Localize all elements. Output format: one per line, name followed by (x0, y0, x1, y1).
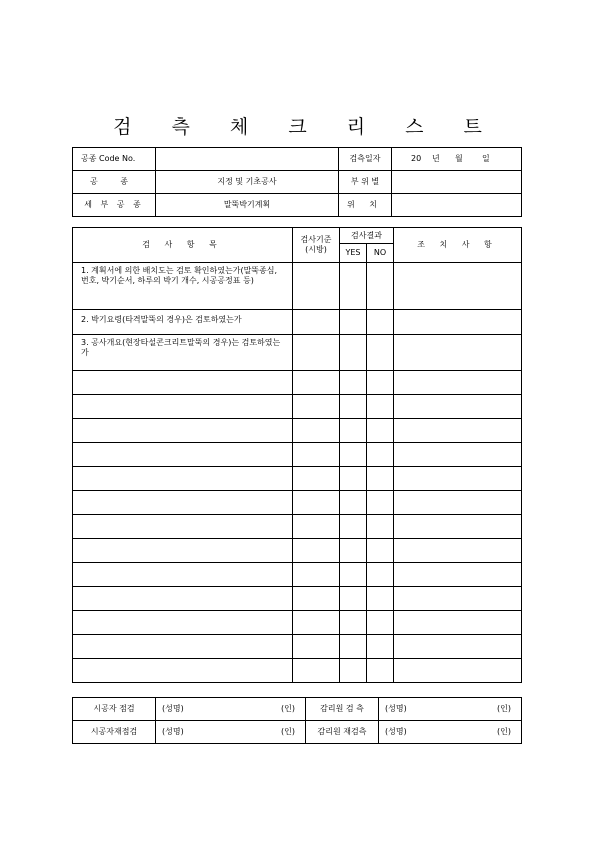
action-cell[interactable] (394, 443, 522, 467)
standard-cell[interactable] (293, 263, 340, 310)
empty-row (73, 419, 522, 443)
item-cell[interactable] (73, 419, 293, 443)
checklist-item-1: 1. 계획서에 의한 배치도는 검토 확인하였는가(말뚝종심, 번호, 박기순서, 하루의 박기 개수, 시공공정표 등) (73, 263, 293, 310)
no-cell[interactable] (367, 335, 394, 371)
yes-cell[interactable] (340, 563, 367, 587)
no-cell[interactable] (367, 395, 394, 419)
header-action: 조 치 사 항 (394, 228, 522, 263)
yes-cell[interactable] (340, 371, 367, 395)
yes-cell[interactable] (340, 539, 367, 563)
contractor-recheck-label: 시공자재점검 (73, 721, 156, 744)
work-type-value[interactable]: 지정 및 기초공사 (156, 171, 339, 194)
no-cell[interactable] (367, 467, 394, 491)
signature-table (72, 697, 522, 744)
location-value[interactable] (392, 194, 522, 217)
empty-row (73, 371, 522, 395)
yes-cell[interactable] (340, 659, 367, 683)
yes-cell[interactable] (340, 467, 367, 491)
item-cell[interactable] (73, 539, 293, 563)
empty-row (73, 467, 522, 491)
action-cell[interactable] (394, 371, 522, 395)
item-cell[interactable] (73, 491, 293, 515)
no-cell[interactable] (367, 587, 394, 611)
standard-cell[interactable] (293, 310, 340, 335)
standard-cell[interactable] (293, 539, 340, 563)
supervisor-reinspect-label: 감리원 재검측 (306, 721, 379, 744)
action-cell[interactable] (394, 419, 522, 443)
date-year: 년 (432, 154, 440, 163)
no-cell[interactable] (367, 443, 394, 467)
action-cell[interactable] (394, 563, 522, 587)
standard-cell[interactable] (293, 659, 340, 683)
yes-cell[interactable] (340, 443, 367, 467)
empty-row (73, 539, 522, 563)
header-standard-line1: 검사기준 (300, 235, 332, 244)
empty-row (73, 443, 522, 467)
location-label: 위 치 (339, 194, 392, 217)
standard-cell[interactable] (293, 515, 340, 539)
yes-cell[interactable] (340, 611, 367, 635)
detail-label: 세 부 공 종 (73, 194, 156, 217)
action-cell[interactable] (394, 539, 522, 563)
no-cell[interactable] (367, 491, 394, 515)
supervisor-reinspect-name: (성명) (385, 727, 407, 736)
item-cell[interactable] (73, 563, 293, 587)
supervisor-inspect-signature[interactable] (379, 698, 522, 721)
detail-value[interactable]: 말뚝박기계획 (156, 194, 339, 217)
empty-row (73, 395, 522, 419)
standard-cell[interactable] (293, 587, 340, 611)
no-cell[interactable] (367, 635, 394, 659)
yes-cell[interactable] (340, 335, 367, 371)
supervisor-reinspect-seal: (인) (497, 727, 511, 736)
contractor-recheck-signature[interactable] (156, 721, 306, 744)
empty-row (73, 659, 522, 683)
standard-cell[interactable] (293, 371, 340, 395)
action-cell[interactable] (394, 335, 522, 371)
empty-row (73, 563, 522, 587)
standard-cell[interactable] (293, 563, 340, 587)
header-no: NO (367, 244, 394, 263)
date-prefix: 20 (411, 154, 422, 163)
yes-cell[interactable] (340, 515, 367, 539)
action-cell[interactable] (394, 467, 522, 491)
supervisor-inspect-seal: (인) (497, 704, 511, 713)
action-cell[interactable] (394, 491, 522, 515)
header-result: 검사결과 (340, 228, 394, 244)
item-cell[interactable] (73, 587, 293, 611)
empty-row (73, 611, 522, 635)
action-cell[interactable] (394, 310, 522, 335)
header-standard (293, 228, 340, 263)
contractor-check-seal: (인) (281, 704, 295, 713)
yes-cell[interactable] (340, 395, 367, 419)
standard-cell[interactable] (293, 491, 340, 515)
code-value[interactable] (156, 148, 339, 171)
checklist-table (72, 227, 522, 683)
no-cell[interactable] (367, 659, 394, 683)
action-cell[interactable] (394, 635, 522, 659)
item-cell[interactable] (73, 515, 293, 539)
action-cell[interactable] (394, 263, 522, 310)
standard-cell[interactable] (293, 335, 340, 371)
contractor-check-signature[interactable] (156, 698, 306, 721)
inspect-date-label: 검측일자 (339, 148, 392, 171)
no-cell[interactable] (367, 263, 394, 310)
empty-row (73, 635, 522, 659)
code-label: 공종 Code No. (73, 148, 156, 171)
yes-cell[interactable] (340, 419, 367, 443)
standard-cell[interactable] (293, 419, 340, 443)
item-cell[interactable] (73, 395, 293, 419)
yes-cell[interactable] (340, 587, 367, 611)
checklist-item-3: 3. 공사개요(현장타설콘크리트말뚝의 경우)는 검토하였는가 (73, 335, 293, 371)
no-cell[interactable] (367, 611, 394, 635)
yes-cell[interactable] (340, 635, 367, 659)
contractor-recheck-name: (성명) (162, 727, 184, 736)
no-cell[interactable] (367, 371, 394, 395)
date-day: 일 (482, 154, 490, 163)
contractor-check-name: (성명) (162, 704, 184, 713)
action-cell[interactable] (394, 659, 522, 683)
standard-cell[interactable] (293, 467, 340, 491)
info-table (72, 147, 522, 217)
no-cell[interactable] (367, 515, 394, 539)
standard-cell[interactable] (293, 635, 340, 659)
item-cell[interactable] (73, 659, 293, 683)
yes-cell[interactable] (340, 491, 367, 515)
no-cell[interactable] (367, 539, 394, 563)
empty-row (73, 491, 522, 515)
supervisor-reinspect-signature[interactable] (379, 721, 522, 744)
contractor-recheck-seal: (인) (281, 727, 295, 736)
empty-row (73, 515, 522, 539)
action-cell[interactable] (394, 587, 522, 611)
inspect-date-value[interactable] (392, 148, 522, 171)
date-month: 월 (455, 154, 463, 163)
standard-cell[interactable] (293, 443, 340, 467)
item-cell[interactable] (73, 467, 293, 491)
yes-cell[interactable] (340, 310, 367, 335)
item-cell[interactable] (73, 371, 293, 395)
no-cell[interactable] (367, 563, 394, 587)
header-standard-line2: (시방) (305, 245, 327, 254)
no-cell[interactable] (367, 419, 394, 443)
contractor-check-label: 시공자 점검 (73, 698, 156, 721)
work-type-label: 공 종 (73, 171, 156, 194)
no-cell[interactable] (367, 310, 394, 335)
empty-row (73, 587, 522, 611)
page-title: 검 측 체 크 리 스 트 (113, 116, 499, 138)
part-label: 부 위 별 (339, 171, 392, 194)
action-cell[interactable] (394, 611, 522, 635)
item-cell[interactable] (73, 443, 293, 467)
action-cell[interactable] (394, 395, 522, 419)
yes-cell[interactable] (340, 263, 367, 310)
checklist-item-2: 2. 박기요령(타격말뚝의 경우)은 검토하였는가 (73, 310, 293, 335)
supervisor-inspect-name: (성명) (385, 704, 407, 713)
standard-cell[interactable] (293, 395, 340, 419)
header-yes: YES (340, 244, 367, 263)
part-value[interactable] (392, 171, 522, 194)
header-item: 검 사 항 목 (73, 228, 293, 263)
supervisor-inspect-label: 감리원 검 측 (306, 698, 379, 721)
item-cell[interactable] (73, 635, 293, 659)
action-cell[interactable] (394, 515, 522, 539)
standard-cell[interactable] (293, 611, 340, 635)
item-cell[interactable] (73, 611, 293, 635)
